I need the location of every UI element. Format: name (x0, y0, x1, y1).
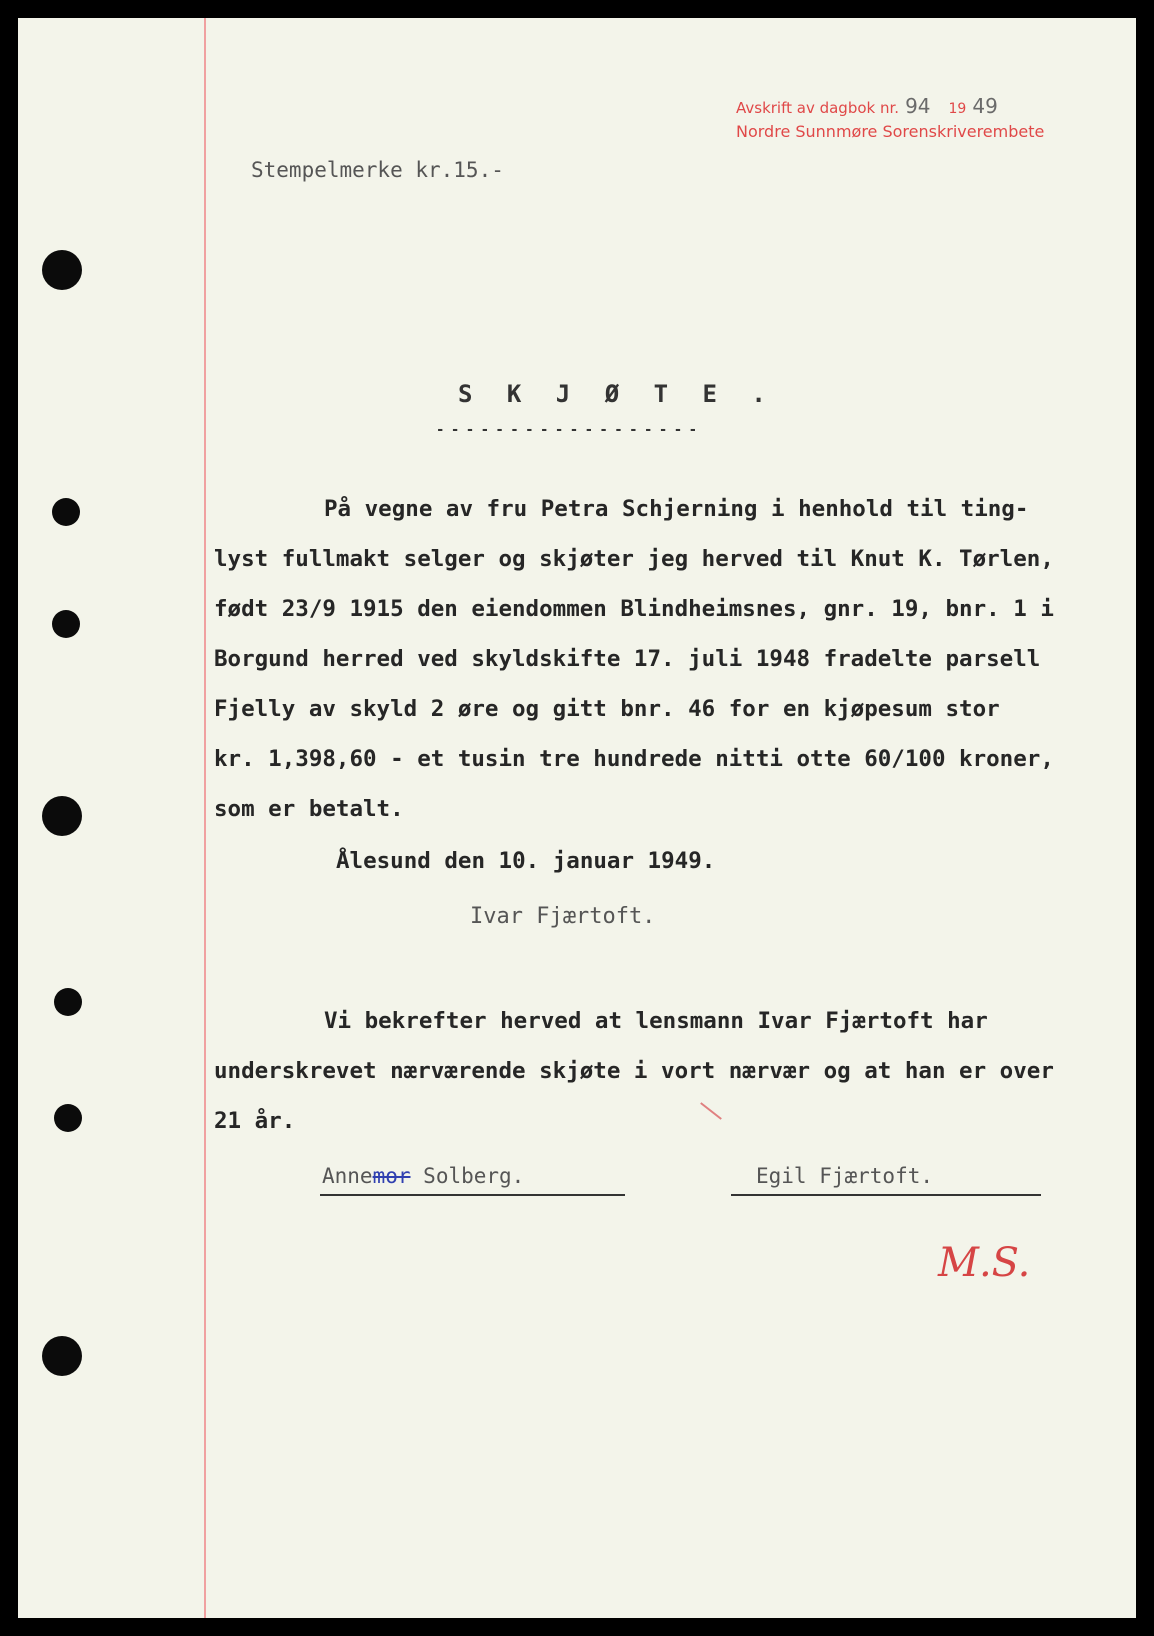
year-prefix: 19 (948, 101, 967, 117)
witness-left-struck: mor (372, 1164, 411, 1188)
registry-stamp-office: Nordre Sunnmøre Sorenskriverembete (736, 122, 1045, 141)
stamp-duty-note: Stempelmerke kr.15.- (251, 158, 504, 182)
punch-hole (42, 1336, 82, 1376)
paragraph2-line: underskrevet nærværende skjøte i vort nærvær og at han er over (214, 1058, 1054, 1084)
stamp-label: Avskrift av dagbok nr. (736, 99, 900, 117)
paragraph1-line: som er betalt. (214, 796, 404, 822)
witness-left-first: Anne (322, 1164, 373, 1188)
paragraph1-line: født 23/9 1915 den eiendommen Blindheimsnes, gnr. 19, bnr. 1 i (214, 596, 1054, 622)
punch-hole (42, 796, 82, 836)
paragraph2-line: Vi bekrefter herved at lensmann Ivar Fjærtoft har (324, 1008, 988, 1034)
paragraph1-line: Borgund herred ved skyldskifte 17. juli 1948 fradelte parsell (214, 646, 1041, 672)
witness-left-last: Solberg. (423, 1164, 525, 1188)
red-pen-mark (700, 1102, 722, 1120)
document-title: S K J Ø T E . (458, 380, 776, 408)
paragraph1-line: Fjelly av skyld 2 øre og gitt bnr. 46 for en kjøpesum stor (214, 696, 1000, 722)
paragraph1-line: kr. 1,398,60 - et tusin tre hundrede nitti otte 60/100 kroner, (214, 746, 1054, 772)
year-suffix: 49 (972, 94, 998, 118)
document-page (18, 18, 1136, 1618)
witness-left-rule (320, 1194, 625, 1196)
punch-hole (52, 498, 80, 526)
witness-left-signature (322, 1164, 524, 1188)
witness-right-signature: Egil Fjærtoft. (756, 1164, 934, 1188)
punch-hole (52, 610, 80, 638)
paragraph2-line: 21 år. (214, 1108, 296, 1134)
signer-name: Ivar Fjærtoft. (470, 904, 656, 929)
diary-number: 94 (905, 94, 931, 118)
paragraph1-line: På vegne av fru Petra Schjerning i henhold til ting- (324, 496, 1029, 522)
title-underline: - - - - - - - - - - - - - - - - - - (436, 422, 697, 438)
punch-hole (54, 1104, 82, 1132)
place-and-date: Ålesund den 10. januar 1949. (336, 848, 716, 874)
handwritten-initials: M.S. (938, 1240, 1031, 1286)
punch-hole (54, 988, 82, 1016)
paragraph1-line: lyst fullmakt selger og skjøter jeg herved til Knut K. Tørlen, (214, 546, 1054, 572)
registry-stamp-line1 (736, 94, 998, 118)
red-margin-line (204, 18, 206, 1618)
punch-hole (42, 250, 82, 290)
witness-right-rule (731, 1194, 1041, 1196)
